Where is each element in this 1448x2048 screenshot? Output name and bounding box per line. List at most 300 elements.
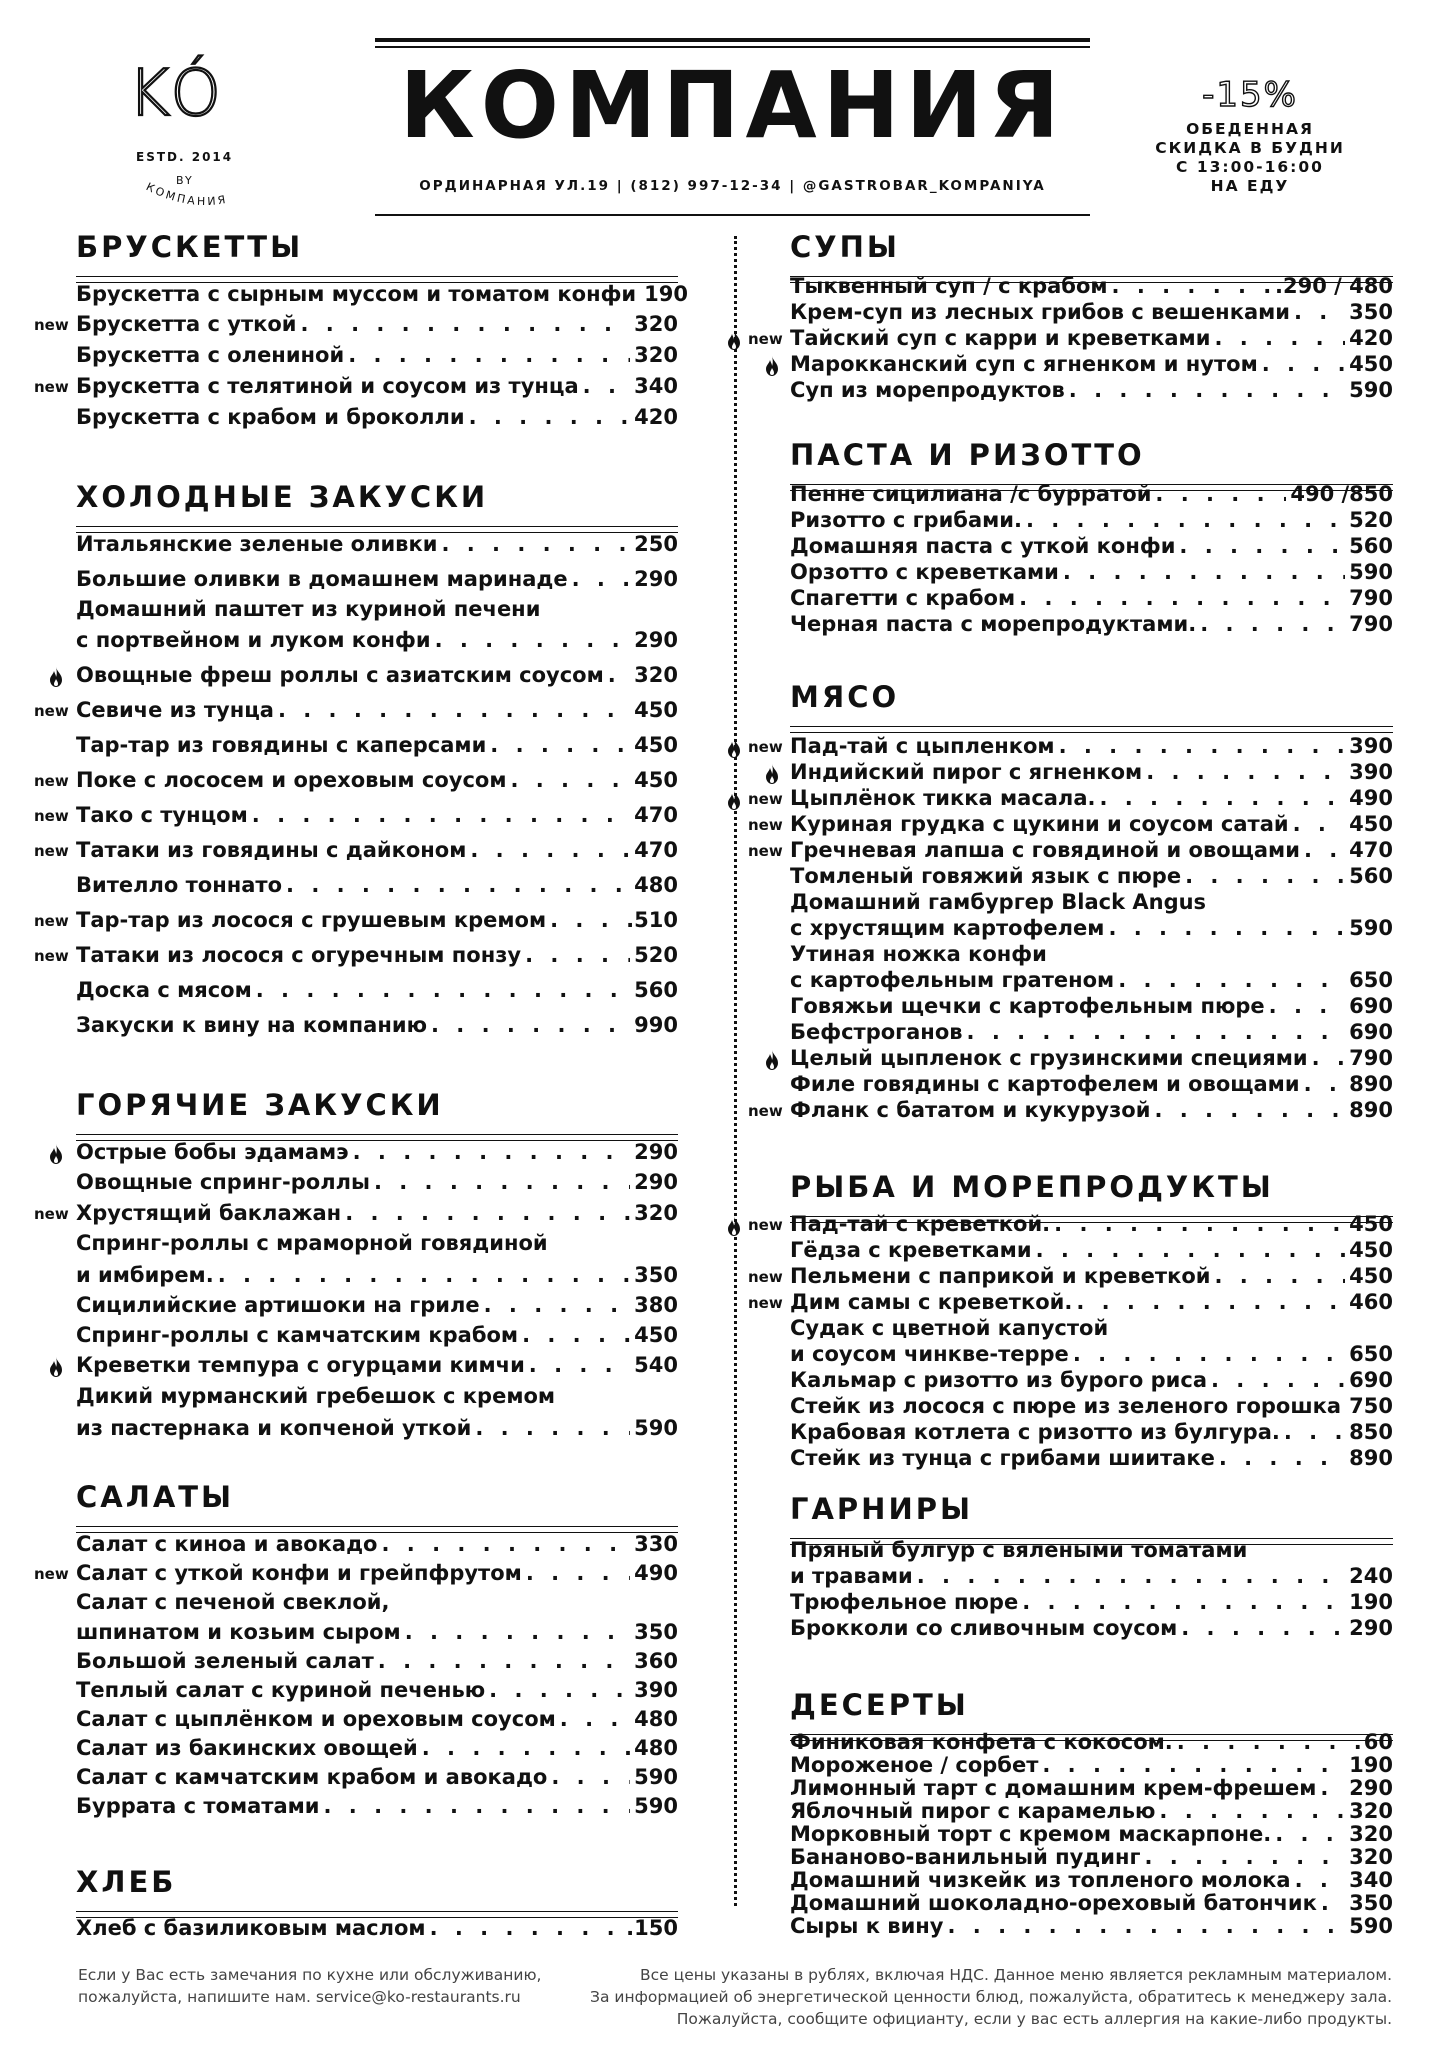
menu-item-name: Филе говядины с картофелем и овощами bbox=[790, 1072, 1300, 1096]
menu-item-price: 450 bbox=[1349, 1212, 1393, 1236]
menu-item-name: Брускетта с сырным муссом и томатом конфи bbox=[76, 282, 637, 306]
lunch-discount bbox=[1140, 75, 1360, 196]
menu-item-price: 850 bbox=[1349, 1420, 1393, 1444]
menu-item bbox=[790, 1564, 1393, 1588]
menu-item bbox=[790, 508, 1393, 532]
spicy-flame-icon bbox=[726, 789, 742, 811]
menu-item-name: Брокколи со сливочным соусом bbox=[790, 1616, 1178, 1640]
menu-item-price: 520 bbox=[1349, 508, 1393, 532]
menu-item-name: с картофельным гратеном bbox=[790, 968, 1115, 992]
menu-item-name: Томленый говяжий язык с пюре bbox=[790, 864, 1182, 888]
menu-item-name-line1: Утиная ножка конфи bbox=[790, 942, 1047, 966]
menu-item-name: Черная паста с морепродуктами. bbox=[790, 612, 1197, 636]
menu-item-price: .290 / 480 bbox=[1275, 274, 1393, 298]
dot-leader bbox=[1026, 508, 1345, 532]
menu-item bbox=[76, 1765, 678, 1789]
menu-item bbox=[790, 1590, 1393, 1614]
dot-leader bbox=[560, 1707, 630, 1731]
dot-leader bbox=[489, 1678, 630, 1702]
menu-item-price: 650 bbox=[1349, 968, 1393, 992]
menu-item-name: Ризотто с грибами. bbox=[790, 508, 1022, 532]
menu-item-price: 390 bbox=[634, 1678, 678, 1702]
menu-item bbox=[76, 1736, 678, 1760]
footer-feedback bbox=[78, 1964, 541, 2008]
menu-item-name: Татаки из говядины с дайконом bbox=[76, 838, 467, 862]
menu-item-price: 350 bbox=[1349, 300, 1393, 324]
menu-item-price: 340 bbox=[1349, 1868, 1393, 1892]
dot-leader bbox=[382, 1532, 631, 1556]
menu-item-name: Бефстроганов bbox=[790, 1020, 963, 1044]
menu-item bbox=[76, 567, 678, 591]
new-badge: new bbox=[34, 1205, 69, 1223]
logo-estd: ESTD. 2014 bbox=[136, 150, 234, 164]
menu-item-price: .150 bbox=[626, 1916, 678, 1940]
new-badge: new bbox=[34, 807, 69, 825]
menu-item bbox=[790, 1730, 1393, 1754]
menu-item-name: Крабовая котлета с ризотто из булгура. bbox=[790, 1420, 1280, 1444]
menu-item-name: Стейк из тунца с грибами шиитаке bbox=[790, 1446, 1215, 1470]
menu-item bbox=[790, 1212, 1393, 1236]
menu-item bbox=[790, 1098, 1393, 1122]
menu-item-price: 320 bbox=[634, 343, 678, 367]
menu-item bbox=[790, 1914, 1393, 1938]
menu-item bbox=[790, 1616, 1393, 1640]
menu-item bbox=[76, 1140, 678, 1164]
new-badge: new bbox=[748, 842, 783, 860]
menu-item-name: Тайский суп с карри и креветками bbox=[790, 326, 1211, 350]
menu-item-price: 350 bbox=[634, 1620, 678, 1644]
menu-item-price: 540 bbox=[634, 1353, 678, 1377]
new-badge: new bbox=[34, 912, 69, 930]
menu-item-price: 60 bbox=[1363, 1730, 1393, 1754]
section-title: ГОРЯЧИЕ ЗАКУСКИ bbox=[76, 1088, 444, 1122]
new-badge: new bbox=[748, 1102, 783, 1120]
dot-leader bbox=[286, 873, 630, 897]
menu-item-name: Брускетта с уткой bbox=[76, 312, 297, 336]
new-badge: new bbox=[748, 1268, 783, 1286]
menu-item-price: 750 bbox=[1349, 1394, 1393, 1418]
dot-leader bbox=[469, 405, 631, 429]
spicy-flame-icon bbox=[48, 1143, 64, 1165]
menu-item-name: Цыплёнок тикка масала. bbox=[790, 786, 1096, 810]
dot-leader bbox=[1181, 1616, 1345, 1640]
menu-item-name: Севиче из тунца bbox=[76, 698, 274, 722]
menu-item bbox=[790, 1072, 1393, 1096]
menu-item bbox=[76, 1707, 678, 1731]
section-title: МЯСО bbox=[790, 680, 900, 714]
logo-arc-text bbox=[130, 178, 280, 218]
dot-leader bbox=[252, 803, 630, 827]
menu-item-name: Орзотто с креветками bbox=[790, 560, 1059, 584]
menu-item-price: 450 bbox=[634, 1323, 678, 1347]
menu-item-price: 490 bbox=[1349, 786, 1393, 810]
menu-item-name: Теплый салат с куриной печенью bbox=[76, 1678, 486, 1702]
menu-item bbox=[790, 534, 1393, 558]
menu-item bbox=[76, 873, 678, 897]
menu-item-name: Брускетта с крабом и броколли bbox=[76, 405, 465, 429]
dot-leader bbox=[1144, 1845, 1345, 1869]
section-rule bbox=[790, 726, 1393, 727]
menu-item bbox=[790, 1342, 1393, 1366]
dot-leader bbox=[1073, 1342, 1345, 1366]
menu-item-name-line1: Судак с цветной капустой bbox=[790, 1316, 1109, 1340]
dot-leader bbox=[1146, 760, 1345, 784]
menu-item bbox=[790, 1264, 1393, 1288]
dot-leader bbox=[1036, 1238, 1346, 1262]
menu-item-price: 890 bbox=[1349, 1446, 1393, 1470]
spicy-flame-icon bbox=[764, 355, 780, 377]
menu-item-name: Итальянские зеленые оливки bbox=[76, 532, 438, 556]
menu-item bbox=[790, 838, 1393, 862]
dot-leader bbox=[345, 1201, 630, 1225]
menu-item bbox=[76, 1263, 678, 1287]
menu-item bbox=[790, 916, 1393, 940]
menu-item-price: 790 bbox=[1349, 586, 1393, 610]
menu-item bbox=[76, 312, 678, 336]
menu-item bbox=[76, 803, 678, 827]
menu-item-name: Сицилийские артишоки на гриле bbox=[76, 1293, 480, 1317]
menu-item-price: 290 bbox=[634, 628, 678, 652]
menu-item bbox=[76, 343, 678, 367]
menu-item-price: 590 bbox=[634, 1765, 678, 1789]
discount-line-3: С 13:00-16:00 bbox=[1176, 158, 1324, 176]
menu-item-price: 650 bbox=[1349, 1342, 1393, 1366]
menu-item-price: 690 bbox=[1349, 1020, 1393, 1044]
dot-leader bbox=[1293, 812, 1346, 836]
menu-item-name: Салат с цыплёнком и ореховым соусом bbox=[76, 1707, 556, 1731]
menu-item-name: Суп из морепродуктов bbox=[790, 378, 1065, 402]
dot-leader bbox=[1320, 1776, 1345, 1800]
menu-item bbox=[76, 282, 688, 306]
dot-leader bbox=[1304, 838, 1345, 862]
menu-item-name: Хрустящий баклажан bbox=[76, 1201, 342, 1225]
dot-leader bbox=[1177, 1730, 1360, 1754]
dot-leader bbox=[1269, 994, 1345, 1018]
menu-item-price: .510 bbox=[626, 908, 678, 932]
new-badge: new bbox=[748, 738, 783, 756]
section-title: ХЛЕБ bbox=[76, 1865, 177, 1899]
menu-item-price: 320 bbox=[1349, 1822, 1393, 1846]
menu-item-name: Пад-тай с креветкой. bbox=[790, 1212, 1051, 1236]
dot-leader bbox=[475, 1416, 630, 1440]
menu-item-name: Поке с лососем и ореховым соусом bbox=[76, 768, 507, 792]
dot-leader bbox=[470, 838, 630, 862]
menu-item-name: Гречневая лапша с говядиной и овощами bbox=[790, 838, 1300, 862]
dot-leader bbox=[1155, 482, 1286, 506]
menu-item-name: Домашний шоколадно-ореховый батончик bbox=[790, 1891, 1317, 1915]
discount-line-2: СКИДКА В БУДНИ bbox=[1155, 139, 1345, 157]
menu-item bbox=[790, 378, 1393, 402]
menu-item-price: 190 bbox=[1349, 1590, 1393, 1614]
dot-leader bbox=[1294, 300, 1345, 324]
menu-item bbox=[790, 1753, 1393, 1777]
menu-item-price: 470 bbox=[634, 838, 678, 862]
dot-leader bbox=[529, 1353, 630, 1377]
menu-item-price: 590 bbox=[1349, 1914, 1393, 1938]
section-title: БРУСКЕТТЫ bbox=[76, 230, 304, 264]
dot-leader bbox=[378, 1649, 630, 1673]
menu-item-price: 360 bbox=[634, 1649, 678, 1673]
dot-leader bbox=[256, 978, 630, 1002]
spicy-flame-icon bbox=[764, 763, 780, 785]
dot-leader bbox=[1262, 352, 1345, 376]
menu-item-name: Салат из бакинских овощей bbox=[76, 1736, 418, 1760]
menu-item bbox=[76, 1293, 678, 1317]
dot-leader bbox=[948, 1914, 1346, 1938]
dot-leader bbox=[324, 1794, 631, 1818]
menu-item-price: 390 bbox=[1349, 734, 1393, 758]
menu-item-name: Спринг-роллы с камчатским крабом bbox=[76, 1323, 519, 1347]
address-line: ОРДИНАРНАЯ УЛ.19 | (812) 997-12-34 | @GASTROBAR_KOMPANIYA bbox=[419, 178, 1046, 194]
menu-item-price: 560 bbox=[1349, 864, 1393, 888]
menu-item-price: 690 bbox=[1349, 994, 1393, 1018]
menu-item-name: Острые бобы эдамамэ bbox=[76, 1140, 349, 1164]
menu-item-name: Индийский пирог с ягненком bbox=[790, 760, 1143, 784]
dot-leader bbox=[1059, 734, 1346, 758]
menu-item-price: 330 bbox=[634, 1532, 678, 1556]
section-title: ДЕСЕРТЫ bbox=[790, 1688, 969, 1722]
spicy-flame-icon bbox=[726, 329, 742, 351]
menu-item-price: 450 bbox=[1349, 812, 1393, 836]
dot-leader bbox=[1295, 1868, 1346, 1892]
menu-item bbox=[76, 1013, 678, 1037]
dot-leader bbox=[430, 1916, 623, 1940]
menu-item-price: 190 bbox=[644, 282, 688, 306]
footer-right-3: Пожалуйста, сообщите официанту, если у вас есть аллергия на какие-либо продукты. bbox=[676, 2010, 1392, 2028]
dot-leader bbox=[1099, 786, 1345, 810]
menu-item-name: Доска с мясом bbox=[76, 978, 252, 1002]
menu-item-name: Кальмар с ризотто из бурого риса bbox=[790, 1368, 1208, 1392]
new-badge: new bbox=[34, 702, 69, 720]
dot-leader bbox=[550, 908, 622, 932]
menu-item bbox=[790, 968, 1393, 992]
menu-item-price: 290 bbox=[1349, 1776, 1393, 1800]
footer-right-1: Все цены указаны в рублях, включая НДС. Данное меню является рекламным материалом. bbox=[640, 1966, 1392, 1984]
menu-item-name: Сыры к вину bbox=[790, 1914, 944, 1938]
dot-leader bbox=[1022, 1590, 1345, 1614]
menu-item-price: 450 bbox=[1349, 1264, 1393, 1288]
menu-item-name: Лимонный тарт с домашним крем-фрешем bbox=[790, 1776, 1317, 1800]
menu-item bbox=[76, 405, 678, 429]
new-badge: new bbox=[34, 1565, 69, 1583]
section-title: ПАСТА И РИЗОТТО bbox=[790, 438, 1145, 472]
menu-item-name: Яблочный пирог с карамелью bbox=[790, 1799, 1156, 1823]
menu-item bbox=[76, 1170, 678, 1194]
menu-item-price: 320 bbox=[1349, 1845, 1393, 1869]
dot-leader bbox=[301, 312, 631, 336]
header-rule-top-thin bbox=[375, 46, 1090, 48]
dot-leader bbox=[1054, 1212, 1345, 1236]
menu-item bbox=[790, 786, 1393, 810]
brand-title: КОМПАНИЯ bbox=[399, 52, 1066, 159]
dot-leader bbox=[1118, 968, 1345, 992]
menu-item bbox=[76, 908, 678, 932]
dot-leader bbox=[374, 1170, 630, 1194]
dot-leader bbox=[1312, 1046, 1346, 1070]
menu-item-name: Фланк с бататом и кукурузой bbox=[790, 1098, 1151, 1122]
spicy-flame-icon bbox=[726, 737, 742, 759]
menu-item bbox=[76, 663, 678, 687]
menu-item-price: 590 bbox=[1349, 378, 1393, 402]
new-badge: new bbox=[748, 816, 783, 834]
menu-item-price: 590 bbox=[634, 1416, 678, 1440]
dot-leader bbox=[1214, 1264, 1345, 1288]
menu-item bbox=[790, 1776, 1393, 1800]
dot-leader bbox=[583, 374, 630, 398]
new-badge: new bbox=[34, 772, 69, 790]
dot-leader bbox=[1219, 1446, 1345, 1470]
menu-item-name: Пенне сицилиана /с бурратой bbox=[790, 482, 1152, 506]
dot-leader bbox=[441, 532, 630, 556]
menu-item bbox=[790, 1368, 1393, 1392]
discount-line-1: ОБЕДЕННАЯ bbox=[1186, 120, 1314, 138]
menu-item-name: Закуски к вину на компанию bbox=[76, 1013, 427, 1037]
menu-item-name: Овощные фреш роллы с азиатским соусом bbox=[76, 663, 604, 687]
section-title: САЛАТЫ bbox=[76, 1480, 235, 1514]
menu-item-name-line1: Дикий мурманский гребешок с кремом bbox=[76, 1384, 556, 1408]
new-badge: new bbox=[34, 316, 69, 334]
menu-item-price: 450 bbox=[1349, 352, 1393, 376]
menu-item-price: 250 bbox=[634, 532, 678, 556]
menu-item-name: Домашний чизкейк из топленого молока bbox=[790, 1868, 1291, 1892]
new-badge: new bbox=[748, 790, 783, 808]
menu-item-name: Мороженое / сорбет bbox=[790, 1753, 1039, 1777]
menu-item-name: и травами bbox=[790, 1564, 913, 1588]
menu-item-price: 520 bbox=[634, 943, 678, 967]
menu-item-name: Трюфельное пюре bbox=[790, 1590, 1019, 1614]
dot-leader bbox=[1275, 1822, 1345, 1846]
dot-leader bbox=[405, 1620, 630, 1644]
menu-item-name-line1: Пряный булгур с вялеными томатами bbox=[790, 1538, 1248, 1562]
menu-item-name-line1: Спринг-роллы с мраморной говядиной bbox=[76, 1231, 548, 1255]
dot-leader bbox=[353, 1140, 631, 1164]
menu-item-price: 290 bbox=[634, 1170, 678, 1194]
logo-mark: KÓ bbox=[128, 57, 225, 131]
menu-item bbox=[76, 1916, 678, 1940]
menu-item-price: 350 bbox=[634, 1263, 678, 1287]
menu-item-name: Тако с тунцом bbox=[76, 803, 248, 827]
menu-item bbox=[76, 1416, 678, 1440]
dot-leader bbox=[1042, 1753, 1345, 1777]
menu-item-price: 320 bbox=[634, 312, 678, 336]
new-badge: new bbox=[748, 330, 783, 348]
menu-item-price: 380 bbox=[634, 1293, 678, 1317]
dot-leader bbox=[1211, 1368, 1345, 1392]
menu-item-price: 290 bbox=[634, 567, 678, 591]
dot-leader bbox=[967, 1020, 1346, 1044]
dot-leader bbox=[525, 943, 630, 967]
menu-item-price: 890 bbox=[1349, 1098, 1393, 1122]
menu-item-name: Пад-тай с цыпленком bbox=[790, 734, 1055, 758]
menu-item-price: 240 bbox=[1349, 1564, 1393, 1588]
menu-item-price: 470 bbox=[1349, 838, 1393, 862]
menu-item-name-line1: Салат с печеной свеклой, bbox=[76, 1590, 390, 1614]
section-title: РЫБА И МОРЕПРОДУКТЫ bbox=[790, 1170, 1274, 1204]
dot-leader bbox=[431, 1013, 630, 1037]
dot-leader bbox=[551, 1765, 630, 1789]
menu-item-price: 490 /850 bbox=[1290, 482, 1393, 506]
menu-item-name: и имбирем. bbox=[76, 1263, 214, 1287]
menu-item bbox=[790, 586, 1393, 610]
menu-item-name: Тар-тар из говядины с каперсами bbox=[76, 733, 487, 757]
menu-item bbox=[790, 1394, 1393, 1418]
menu-item-name: Дим самы с креветкой. bbox=[790, 1290, 1073, 1314]
menu-item bbox=[790, 1822, 1393, 1846]
menu-item-name: Пельмени с паприкой и креветкой bbox=[790, 1264, 1211, 1288]
menu-item-price: 450 bbox=[634, 733, 678, 757]
dot-leader bbox=[1284, 1420, 1345, 1444]
menu-item-name: Целый цыпленок с грузинскими специями bbox=[790, 1046, 1308, 1070]
menu-item-price: 320 bbox=[634, 1201, 678, 1225]
new-badge: new bbox=[34, 947, 69, 965]
menu-item-price: 560 bbox=[634, 978, 678, 1002]
menu-item bbox=[790, 274, 1393, 298]
dot-leader bbox=[1019, 586, 1345, 610]
column-divider bbox=[734, 236, 737, 1906]
menu-item bbox=[790, 560, 1393, 584]
dot-leader bbox=[608, 663, 630, 687]
menu-item bbox=[76, 374, 678, 398]
menu-item bbox=[76, 1353, 678, 1377]
menu-item-price: 390 bbox=[1349, 760, 1393, 784]
spicy-flame-icon bbox=[764, 1049, 780, 1071]
menu-item bbox=[790, 1446, 1393, 1470]
menu-item-name: Брускетта с олениной bbox=[76, 343, 345, 367]
section-rule bbox=[76, 1526, 678, 1527]
menu-item bbox=[76, 1201, 678, 1225]
menu-item-price: 590 bbox=[634, 1794, 678, 1818]
footer-right-2: За информацией об энергетической ценности блюд, пожалуйста, обратитесь к менеджеру зала. bbox=[590, 1988, 1392, 2006]
menu-item-price: 470 bbox=[634, 803, 678, 827]
menu-item-name: Хлеб с базиликовым маслом bbox=[76, 1916, 426, 1940]
dot-leader bbox=[422, 1736, 630, 1760]
menu-item bbox=[790, 760, 1393, 784]
dot-leader bbox=[1304, 1072, 1346, 1096]
section-title: СУПЫ bbox=[790, 230, 900, 264]
menu-item bbox=[790, 1290, 1393, 1314]
dot-leader bbox=[278, 698, 630, 722]
dot-leader bbox=[490, 733, 630, 757]
menu-item bbox=[790, 612, 1393, 636]
menu-item-name: Стейк из лосося с пюре из зеленого горошка bbox=[790, 1394, 1342, 1418]
menu-item-price: 420 bbox=[634, 405, 678, 429]
menu-item-name: Бананово-ванильный пудинг bbox=[790, 1845, 1141, 1869]
footer-legal bbox=[590, 1964, 1392, 2030]
menu-item-name: Говяжьи щечки с картофельным пюре bbox=[790, 994, 1265, 1018]
menu-item-price: 990 bbox=[634, 1013, 678, 1037]
footer-left-2: пожалуйста, напишите нам. service@ko-restaurants.ru bbox=[78, 1988, 521, 2006]
section-rule bbox=[76, 1134, 678, 1135]
menu-item-price: 340 bbox=[634, 374, 678, 398]
menu-item bbox=[790, 812, 1393, 836]
menu-item bbox=[790, 734, 1393, 758]
menu-item-name: Буррата с томатами bbox=[76, 1794, 320, 1818]
menu-item-price: 890 bbox=[1349, 1072, 1393, 1096]
menu-item-price: 420 bbox=[1349, 326, 1393, 350]
menu-item bbox=[76, 1678, 678, 1702]
spicy-flame-icon bbox=[48, 666, 64, 688]
section-rule bbox=[76, 276, 678, 277]
discount-percent: -15% bbox=[1202, 75, 1298, 115]
section-title: ХОЛОДНЫЕ ЗАКУСКИ bbox=[76, 480, 489, 514]
menu-item-price: 480 bbox=[634, 1736, 678, 1760]
dot-leader bbox=[1179, 534, 1345, 558]
menu-item bbox=[790, 1891, 1393, 1915]
menu-item-name: Креветки темпура с огурцами кимчи bbox=[76, 1353, 525, 1377]
new-badge: new bbox=[34, 378, 69, 396]
dot-leader bbox=[1200, 612, 1345, 636]
menu-item bbox=[76, 628, 678, 652]
